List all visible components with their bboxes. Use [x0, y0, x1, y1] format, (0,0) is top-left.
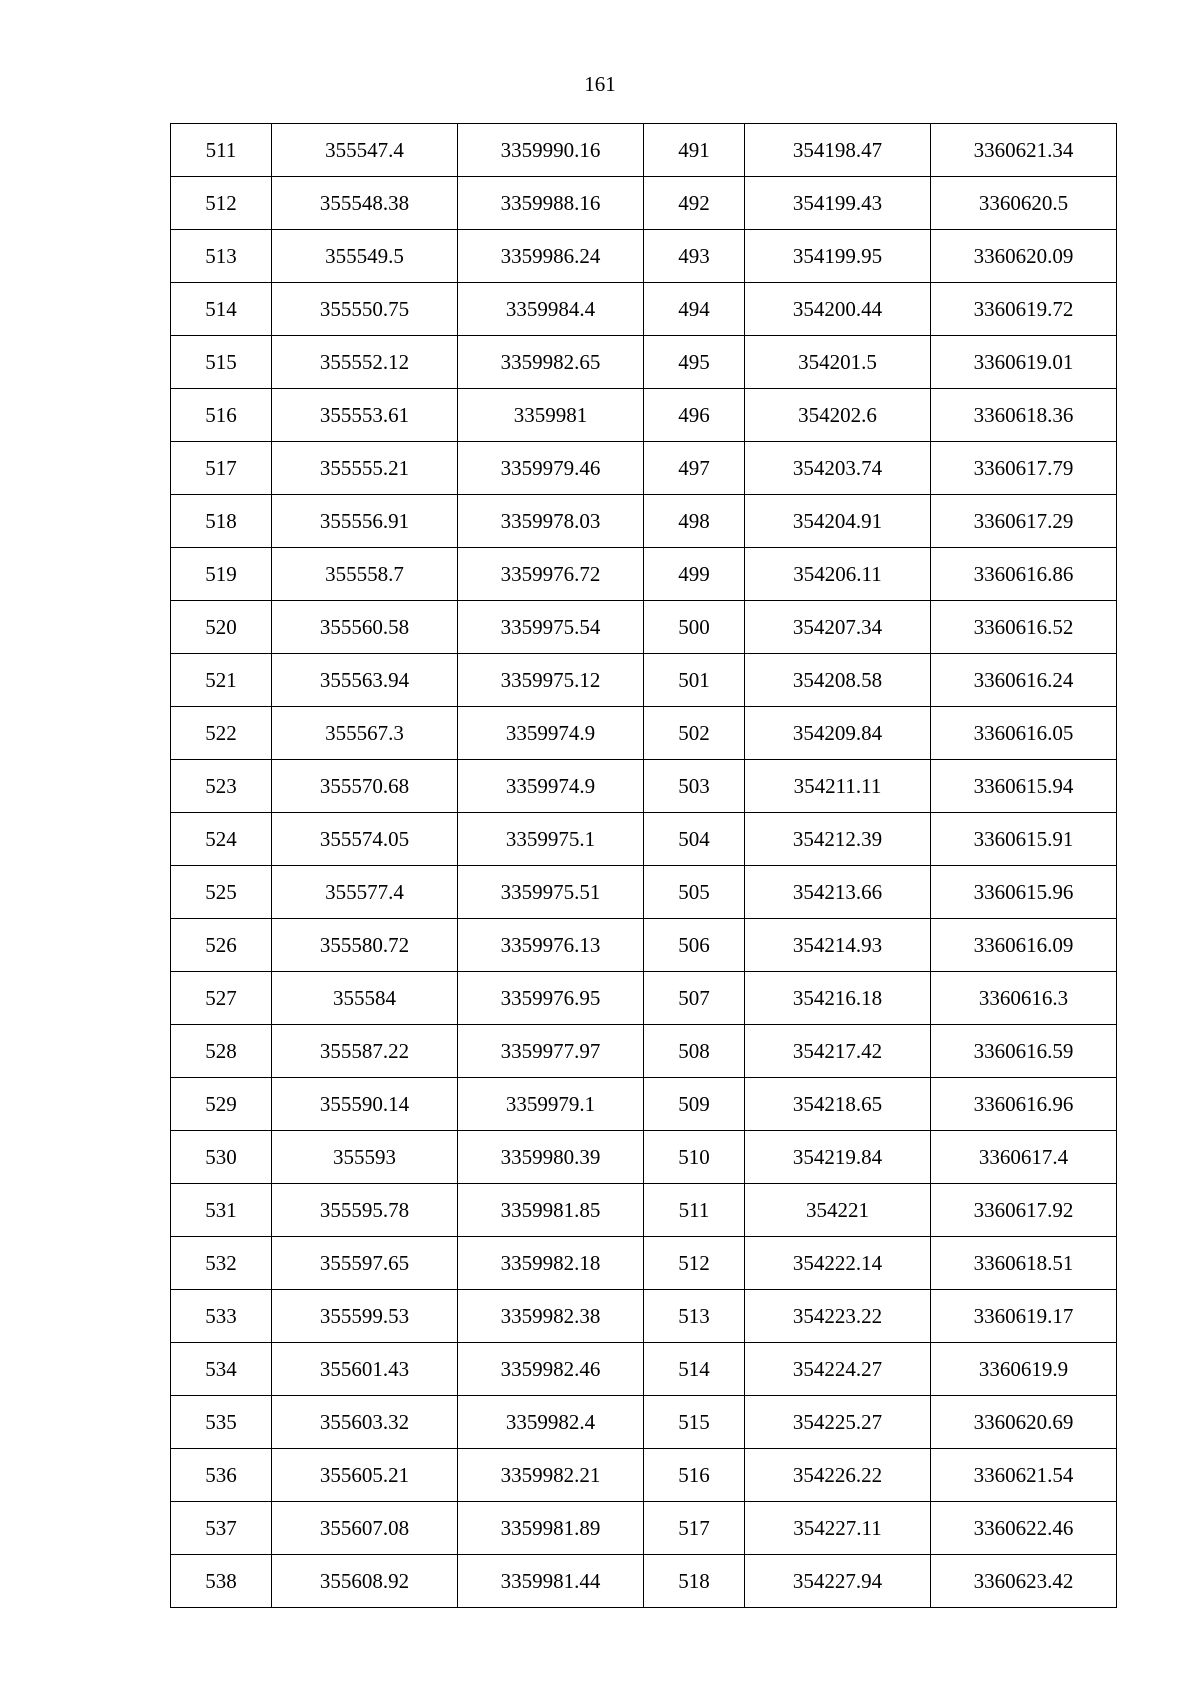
table-row — [171, 1184, 1117, 1237]
y-coordinate-cell: 3360619.9 — [931, 1343, 1117, 1396]
point-id-cell: 516 — [171, 389, 272, 442]
x-coordinate-cell: 355560.58 — [272, 601, 458, 654]
x-coordinate-cell: 355553.61 — [272, 389, 458, 442]
x-coordinate-cell: 355608.92 — [272, 1555, 458, 1608]
y-coordinate-cell: 3359979.46 — [458, 442, 644, 495]
point-id-cell: 524 — [171, 813, 272, 866]
x-coordinate-cell: 354225.27 — [745, 1396, 931, 1449]
x-coordinate-cell: 354221 — [745, 1184, 931, 1237]
y-coordinate-cell: 3360619.72 — [931, 283, 1117, 336]
x-coordinate-cell: 354207.34 — [745, 601, 931, 654]
x-coordinate-cell: 355574.05 — [272, 813, 458, 866]
y-coordinate-cell: 3360615.94 — [931, 760, 1117, 813]
x-coordinate-cell: 355599.53 — [272, 1290, 458, 1343]
point-id-cell: 500 — [644, 601, 745, 654]
y-coordinate-cell: 3359982.46 — [458, 1343, 644, 1396]
x-coordinate-cell: 355584 — [272, 972, 458, 1025]
x-coordinate-cell: 354212.39 — [745, 813, 931, 866]
x-coordinate-cell: 354199.43 — [745, 177, 931, 230]
x-coordinate-cell: 354206.11 — [745, 548, 931, 601]
x-coordinate-cell: 355577.4 — [272, 866, 458, 919]
point-id-cell: 493 — [644, 230, 745, 283]
point-id-cell: 538 — [171, 1555, 272, 1608]
table-row — [171, 707, 1117, 760]
x-coordinate-cell: 354202.6 — [745, 389, 931, 442]
y-coordinate-cell: 3359976.72 — [458, 548, 644, 601]
point-id-cell: 512 — [171, 177, 272, 230]
y-coordinate-cell: 3359982.18 — [458, 1237, 644, 1290]
table-row — [171, 760, 1117, 813]
point-id-cell: 516 — [644, 1449, 745, 1502]
table-row — [171, 336, 1117, 389]
table-row — [171, 1555, 1117, 1608]
table-row — [171, 1343, 1117, 1396]
x-coordinate-cell: 354198.47 — [745, 124, 931, 177]
point-id-cell: 492 — [644, 177, 745, 230]
y-coordinate-cell: 3359974.9 — [458, 707, 644, 760]
point-id-cell: 528 — [171, 1025, 272, 1078]
point-id-cell: 517 — [171, 442, 272, 495]
y-coordinate-cell: 3360616.59 — [931, 1025, 1117, 1078]
y-coordinate-cell: 3359976.13 — [458, 919, 644, 972]
table-row — [171, 442, 1117, 495]
point-id-cell: 511 — [644, 1184, 745, 1237]
table-row — [171, 548, 1117, 601]
point-id-cell: 525 — [171, 866, 272, 919]
y-coordinate-cell: 3360616.09 — [931, 919, 1117, 972]
y-coordinate-cell: 3360617.92 — [931, 1184, 1117, 1237]
x-coordinate-cell: 355607.08 — [272, 1502, 458, 1555]
x-coordinate-cell: 354224.27 — [745, 1343, 931, 1396]
table-row — [171, 972, 1117, 1025]
point-id-cell: 518 — [171, 495, 272, 548]
x-coordinate-cell: 354209.84 — [745, 707, 931, 760]
x-coordinate-cell: 355587.22 — [272, 1025, 458, 1078]
point-id-cell: 498 — [644, 495, 745, 548]
point-id-cell: 523 — [171, 760, 272, 813]
x-coordinate-cell: 354222.14 — [745, 1237, 931, 1290]
y-coordinate-cell: 3359974.9 — [458, 760, 644, 813]
y-coordinate-cell: 3360617.29 — [931, 495, 1117, 548]
x-coordinate-cell: 355558.7 — [272, 548, 458, 601]
point-id-cell: 513 — [644, 1290, 745, 1343]
y-coordinate-cell: 3360616.52 — [931, 601, 1117, 654]
point-id-cell: 522 — [171, 707, 272, 760]
x-coordinate-cell: 355570.68 — [272, 760, 458, 813]
y-coordinate-cell: 3359978.03 — [458, 495, 644, 548]
point-id-cell: 529 — [171, 1078, 272, 1131]
y-coordinate-cell: 3359984.4 — [458, 283, 644, 336]
y-coordinate-cell: 3360620.5 — [931, 177, 1117, 230]
x-coordinate-cell: 354227.94 — [745, 1555, 931, 1608]
table-row — [171, 124, 1117, 177]
point-id-cell: 514 — [171, 283, 272, 336]
point-id-cell: 511 — [171, 124, 272, 177]
x-coordinate-cell: 355597.65 — [272, 1237, 458, 1290]
y-coordinate-cell: 3359981 — [458, 389, 644, 442]
x-coordinate-cell: 354200.44 — [745, 283, 931, 336]
x-coordinate-cell: 355552.12 — [272, 336, 458, 389]
x-coordinate-cell: 354203.74 — [745, 442, 931, 495]
table-row — [171, 230, 1117, 283]
x-coordinate-cell: 355556.91 — [272, 495, 458, 548]
x-coordinate-cell: 355601.43 — [272, 1343, 458, 1396]
table-row — [171, 866, 1117, 919]
table-row — [171, 495, 1117, 548]
point-id-cell: 494 — [644, 283, 745, 336]
point-id-cell: 526 — [171, 919, 272, 972]
coordinate-table — [170, 123, 1117, 1608]
point-id-cell: 499 — [644, 548, 745, 601]
point-id-cell: 531 — [171, 1184, 272, 1237]
table-row — [171, 813, 1117, 866]
point-id-cell: 501 — [644, 654, 745, 707]
x-coordinate-cell: 355563.94 — [272, 654, 458, 707]
point-id-cell: 514 — [644, 1343, 745, 1396]
y-coordinate-cell: 3359981.89 — [458, 1502, 644, 1555]
table-row — [171, 1290, 1117, 1343]
y-coordinate-cell: 3360616.24 — [931, 654, 1117, 707]
y-coordinate-cell: 3359981.85 — [458, 1184, 644, 1237]
point-id-cell: 506 — [644, 919, 745, 972]
point-id-cell: 517 — [644, 1502, 745, 1555]
point-id-cell: 503 — [644, 760, 745, 813]
x-coordinate-cell: 354213.66 — [745, 866, 931, 919]
point-id-cell: 504 — [644, 813, 745, 866]
y-coordinate-cell: 3360617.79 — [931, 442, 1117, 495]
y-coordinate-cell: 3360623.42 — [931, 1555, 1117, 1608]
point-id-cell: 536 — [171, 1449, 272, 1502]
y-coordinate-cell: 3360620.09 — [931, 230, 1117, 283]
y-coordinate-cell: 3360615.91 — [931, 813, 1117, 866]
point-id-cell: 495 — [644, 336, 745, 389]
point-id-cell: 515 — [644, 1396, 745, 1449]
x-coordinate-cell: 354204.91 — [745, 495, 931, 548]
x-coordinate-cell: 354218.65 — [745, 1078, 931, 1131]
table-row — [171, 1449, 1117, 1502]
point-id-cell: 505 — [644, 866, 745, 919]
table-row — [171, 1131, 1117, 1184]
point-id-cell: 508 — [644, 1025, 745, 1078]
y-coordinate-cell: 3360616.05 — [931, 707, 1117, 760]
x-coordinate-cell: 355580.72 — [272, 919, 458, 972]
table-row — [171, 601, 1117, 654]
point-id-cell: 518 — [644, 1555, 745, 1608]
y-coordinate-cell: 3360618.51 — [931, 1237, 1117, 1290]
y-coordinate-cell: 3359979.1 — [458, 1078, 644, 1131]
point-id-cell: 530 — [171, 1131, 272, 1184]
x-coordinate-cell: 354227.11 — [745, 1502, 931, 1555]
y-coordinate-cell: 3359976.95 — [458, 972, 644, 1025]
point-id-cell: 519 — [171, 548, 272, 601]
point-id-cell: 507 — [644, 972, 745, 1025]
point-id-cell: 510 — [644, 1131, 745, 1184]
y-coordinate-cell: 3360615.96 — [931, 866, 1117, 919]
point-id-cell: 533 — [171, 1290, 272, 1343]
point-id-cell: 521 — [171, 654, 272, 707]
y-coordinate-cell: 3359975.51 — [458, 866, 644, 919]
x-coordinate-cell: 355550.75 — [272, 283, 458, 336]
y-coordinate-cell: 3359982.21 — [458, 1449, 644, 1502]
y-coordinate-cell: 3359981.44 — [458, 1555, 644, 1608]
x-coordinate-cell: 355567.3 — [272, 707, 458, 760]
y-coordinate-cell: 3360619.17 — [931, 1290, 1117, 1343]
y-coordinate-cell: 3359975.54 — [458, 601, 644, 654]
y-coordinate-cell: 3360618.36 — [931, 389, 1117, 442]
x-coordinate-cell: 354219.84 — [745, 1131, 931, 1184]
table-row — [171, 283, 1117, 336]
x-coordinate-cell: 355555.21 — [272, 442, 458, 495]
x-coordinate-cell: 354216.18 — [745, 972, 931, 1025]
x-coordinate-cell: 354211.11 — [745, 760, 931, 813]
point-id-cell: 520 — [171, 601, 272, 654]
y-coordinate-cell: 3360619.01 — [931, 336, 1117, 389]
y-coordinate-cell: 3360616.86 — [931, 548, 1117, 601]
y-coordinate-cell: 3360621.54 — [931, 1449, 1117, 1502]
table-row — [171, 389, 1117, 442]
x-coordinate-cell: 354201.5 — [745, 336, 931, 389]
table-row — [171, 1396, 1117, 1449]
y-coordinate-cell: 3360621.34 — [931, 124, 1117, 177]
table-row — [171, 1078, 1117, 1131]
y-coordinate-cell: 3359977.97 — [458, 1025, 644, 1078]
x-coordinate-cell: 355605.21 — [272, 1449, 458, 1502]
x-coordinate-cell: 354223.22 — [745, 1290, 931, 1343]
coordinate-table-body — [171, 124, 1117, 1608]
point-id-cell: 515 — [171, 336, 272, 389]
table-row — [171, 654, 1117, 707]
y-coordinate-cell: 3360622.46 — [931, 1502, 1117, 1555]
x-coordinate-cell: 355603.32 — [272, 1396, 458, 1449]
point-id-cell: 502 — [644, 707, 745, 760]
table-row — [171, 1502, 1117, 1555]
point-id-cell: 535 — [171, 1396, 272, 1449]
point-id-cell: 532 — [171, 1237, 272, 1290]
x-coordinate-cell: 355547.4 — [272, 124, 458, 177]
x-coordinate-cell: 354199.95 — [745, 230, 931, 283]
y-coordinate-cell: 3359975.12 — [458, 654, 644, 707]
point-id-cell: 491 — [644, 124, 745, 177]
y-coordinate-cell: 3359982.65 — [458, 336, 644, 389]
y-coordinate-cell: 3360620.69 — [931, 1396, 1117, 1449]
y-coordinate-cell: 3359990.16 — [458, 124, 644, 177]
table-row — [171, 1025, 1117, 1078]
y-coordinate-cell: 3359975.1 — [458, 813, 644, 866]
x-coordinate-cell: 354208.58 — [745, 654, 931, 707]
y-coordinate-cell: 3359986.24 — [458, 230, 644, 283]
point-id-cell: 534 — [171, 1343, 272, 1396]
y-coordinate-cell: 3360617.4 — [931, 1131, 1117, 1184]
point-id-cell: 497 — [644, 442, 745, 495]
x-coordinate-cell: 355595.78 — [272, 1184, 458, 1237]
x-coordinate-cell: 354217.42 — [745, 1025, 931, 1078]
point-id-cell: 509 — [644, 1078, 745, 1131]
y-coordinate-cell: 3359980.39 — [458, 1131, 644, 1184]
y-coordinate-cell: 3359982.4 — [458, 1396, 644, 1449]
page-number: 161 — [584, 72, 616, 96]
table-row — [171, 1237, 1117, 1290]
point-id-cell: 512 — [644, 1237, 745, 1290]
table-row — [171, 919, 1117, 972]
x-coordinate-cell: 355549.5 — [272, 230, 458, 283]
y-coordinate-cell: 3360616.96 — [931, 1078, 1117, 1131]
point-id-cell: 537 — [171, 1502, 272, 1555]
y-coordinate-cell: 3359988.16 — [458, 177, 644, 230]
point-id-cell: 513 — [171, 230, 272, 283]
y-coordinate-cell: 3360616.3 — [931, 972, 1117, 1025]
x-coordinate-cell: 355593 — [272, 1131, 458, 1184]
y-coordinate-cell: 3359982.38 — [458, 1290, 644, 1343]
x-coordinate-cell: 354226.22 — [745, 1449, 931, 1502]
point-id-cell: 496 — [644, 389, 745, 442]
table-row — [171, 177, 1117, 230]
x-coordinate-cell: 355590.14 — [272, 1078, 458, 1131]
x-coordinate-cell: 355548.38 — [272, 177, 458, 230]
point-id-cell: 527 — [171, 972, 272, 1025]
x-coordinate-cell: 354214.93 — [745, 919, 931, 972]
